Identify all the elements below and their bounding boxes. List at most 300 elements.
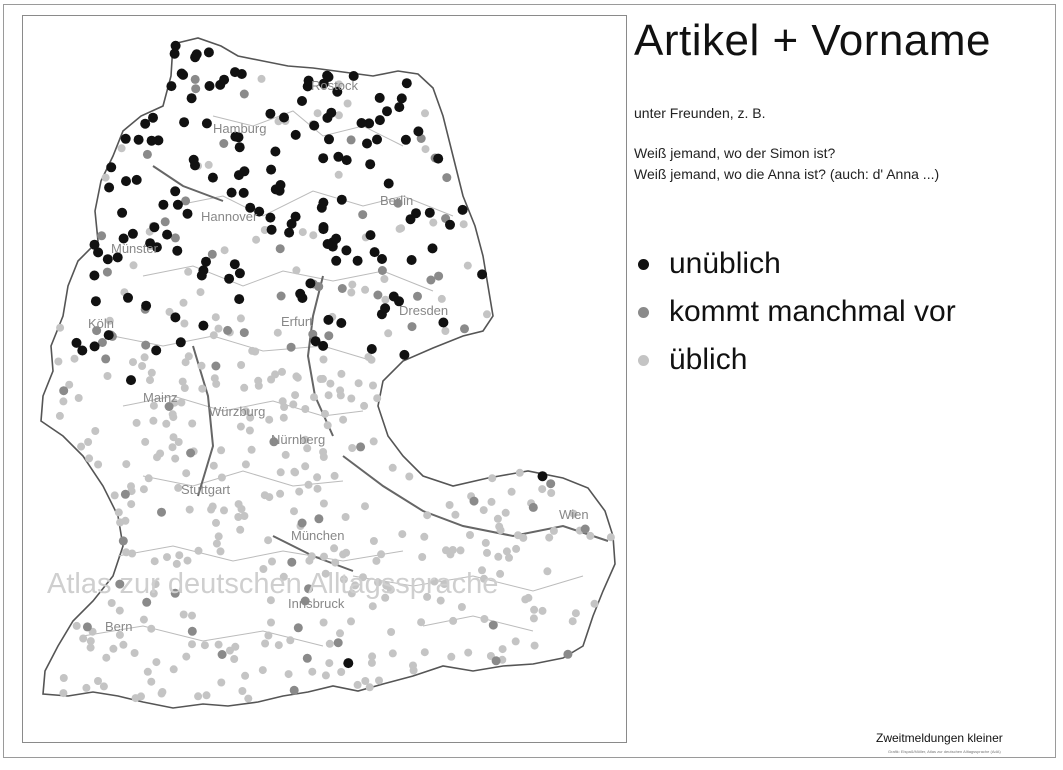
survey-dot [347, 617, 355, 625]
survey-dot [370, 437, 378, 445]
survey-dot [266, 165, 276, 175]
survey-dot [428, 243, 438, 253]
survey-dot [361, 286, 369, 294]
survey-dot [169, 410, 177, 418]
survey-dot [170, 665, 178, 673]
survey-dot [240, 384, 248, 392]
survey-dot [482, 539, 490, 547]
survey-dot [303, 654, 312, 663]
survey-dot [151, 345, 161, 355]
survey-dot [210, 331, 218, 339]
survey-dot [213, 540, 221, 548]
survey-dot [188, 640, 196, 648]
survey-dot [405, 473, 413, 481]
survey-dot [234, 170, 244, 180]
survey-dot [148, 113, 158, 123]
survey-dot [325, 659, 333, 667]
survey-dot [102, 654, 110, 662]
survey-dot [177, 69, 187, 79]
survey-dot [126, 375, 136, 385]
survey-dot [341, 245, 351, 255]
survey-dot [82, 684, 90, 692]
survey-dot [305, 481, 313, 489]
survey-dot [323, 315, 333, 325]
survey-dot [71, 355, 79, 363]
survey-dot [529, 503, 538, 512]
survey-dot [372, 135, 382, 145]
city-label: Dresden [399, 303, 449, 318]
survey-dot [434, 272, 443, 281]
survey-dot [235, 500, 243, 508]
survey-dot [480, 615, 488, 623]
survey-dot [103, 268, 112, 277]
survey-dot [279, 113, 289, 123]
survey-dot [411, 208, 421, 218]
survey-dot [77, 443, 85, 451]
survey-dot [237, 423, 245, 431]
survey-dot [569, 617, 577, 625]
survey-dot [141, 438, 149, 446]
survey-dot [337, 668, 345, 676]
survey-dot [188, 612, 196, 620]
survey-dot [282, 451, 290, 459]
survey-dot [188, 627, 197, 636]
survey-dot [366, 683, 374, 691]
survey-dot [127, 482, 135, 490]
survey-dot [324, 331, 333, 340]
survey-dot [268, 558, 276, 566]
survey-dot [339, 416, 347, 424]
survey-dot [145, 474, 153, 482]
survey-dot [321, 410, 329, 418]
survey-dot [91, 427, 99, 435]
survey-dot [524, 594, 532, 602]
survey-dot [287, 219, 297, 229]
survey-dot [208, 250, 217, 259]
survey-dot [149, 222, 159, 232]
survey-dot [211, 374, 219, 382]
survey-dot [309, 121, 319, 131]
survey-dot [367, 344, 377, 354]
survey-dot [224, 274, 234, 284]
survey-dot [255, 382, 263, 390]
survey-dot [235, 142, 245, 152]
survey-dot [550, 527, 558, 535]
survey-dot [398, 530, 406, 538]
survey-dot [118, 144, 126, 152]
survey-dot [285, 670, 293, 678]
survey-dot [230, 259, 240, 269]
survey-dot [259, 666, 267, 674]
survey-dot [380, 275, 388, 283]
survey-dot [117, 208, 127, 218]
survey-dot [378, 266, 387, 275]
survey-dot [318, 153, 328, 163]
survey-dot [276, 490, 284, 498]
survey-dot [442, 173, 451, 182]
survey-dot [277, 292, 286, 301]
survey-dot [377, 550, 385, 558]
survey-dot [109, 645, 117, 653]
survey-dot [141, 301, 151, 311]
survey-dot [59, 386, 68, 395]
survey-dot [389, 464, 397, 472]
survey-dot [290, 686, 299, 695]
survey-dot [370, 247, 380, 257]
survey-dot [147, 625, 155, 633]
city-label: Hamburg [213, 121, 267, 136]
survey-dot [389, 649, 397, 657]
survey-dot [84, 438, 92, 446]
survey-dot [324, 134, 334, 144]
survey-dot [280, 414, 288, 422]
survey-dot [368, 652, 376, 660]
survey-dot [205, 81, 215, 91]
survey-dot [429, 219, 437, 227]
survey-dot [94, 677, 102, 685]
survey-dot [320, 356, 328, 364]
dialect-map [22, 15, 627, 743]
survey-dot [59, 689, 67, 697]
survey-dot [90, 240, 100, 250]
survey-dot [161, 217, 170, 226]
survey-dot [342, 513, 350, 521]
survey-dot [128, 229, 138, 239]
survey-dot [287, 343, 296, 352]
survey-dot [265, 416, 273, 424]
city-label: Wien [559, 507, 589, 522]
survey-dot [171, 455, 179, 463]
survey-dot [607, 533, 615, 541]
survey-dot [381, 296, 389, 304]
survey-dot [184, 268, 192, 276]
survey-dot [106, 162, 116, 172]
survey-dot [347, 289, 355, 297]
survey-dot [191, 75, 200, 84]
survey-dot [373, 291, 382, 300]
survey-dot [83, 622, 92, 631]
survey-dot [237, 361, 245, 369]
survey-dot [301, 405, 309, 413]
survey-dot [292, 372, 300, 380]
survey-dot [480, 506, 488, 514]
survey-dot [298, 519, 307, 528]
survey-dot [90, 341, 100, 351]
survey-dot [449, 546, 457, 554]
survey-dot [502, 509, 510, 517]
survey-dot [460, 324, 469, 333]
survey-dot [295, 488, 303, 496]
survey-dot [194, 692, 202, 700]
survey-dot [591, 600, 599, 608]
survey-dot [204, 47, 214, 57]
survey-dot [184, 557, 192, 565]
survey-dot [546, 479, 555, 488]
survey-dot [218, 650, 227, 659]
survey-dot [477, 269, 487, 279]
survey-dot [85, 454, 93, 462]
survey-dot [244, 695, 252, 703]
survey-dot [128, 550, 136, 558]
survey-dot [494, 553, 502, 561]
survey-dot [394, 102, 404, 112]
survey-dot [344, 100, 352, 108]
survey-dot [182, 358, 190, 366]
survey-dot [152, 658, 160, 666]
survey-dot [121, 176, 131, 186]
survey-dot [425, 208, 435, 218]
survey-dot [499, 645, 507, 653]
survey-dot [347, 135, 356, 144]
survey-dot [175, 551, 183, 559]
survey-dot [320, 500, 328, 508]
survey-dot [265, 213, 275, 223]
survey-dot [354, 681, 362, 689]
survey-dot [100, 682, 108, 690]
survey-dot [401, 135, 411, 145]
survey-dot [361, 502, 369, 510]
survey-dot [238, 687, 246, 695]
survey-dot [423, 511, 431, 519]
survey-dot [384, 329, 392, 337]
survey-dot [402, 78, 412, 88]
survey-dot [231, 643, 239, 651]
survey-dot [143, 150, 152, 159]
survey-dot [211, 362, 220, 371]
survey-dot [441, 327, 449, 335]
survey-dot [336, 386, 344, 394]
survey-dot [433, 154, 443, 164]
survey-dot [286, 636, 294, 644]
example-sentence: Weiß jemand, wo der Simon ist? [634, 145, 836, 161]
survey-dot [348, 444, 356, 452]
survey-dot [218, 474, 226, 482]
survey-dot [563, 650, 572, 659]
survey-dot [239, 188, 249, 198]
city-label: Berlin [380, 193, 414, 208]
survey-dot [75, 394, 83, 402]
city-label: Stuttgart [181, 482, 231, 497]
survey-dot [313, 473, 321, 481]
map-watermark: Atlas zur deutschen Alltagssprache [47, 568, 499, 600]
survey-dot [197, 271, 207, 281]
survey-dot [203, 691, 211, 699]
city-label: Köln [88, 316, 115, 331]
survey-dot [331, 559, 339, 567]
survey-dot [464, 262, 472, 270]
legend [636, 240, 956, 384]
survey-dot [372, 557, 380, 565]
survey-dot [264, 536, 272, 544]
survey-dot [323, 239, 333, 249]
footnote: Zweitmeldungen kleiner [876, 731, 1003, 745]
survey-dot [314, 485, 322, 493]
survey-dot [420, 533, 428, 541]
survey-dot [140, 485, 148, 493]
survey-dot [237, 314, 245, 322]
survey-dot [116, 607, 124, 615]
city-label: Erfurt [281, 314, 313, 329]
survey-dot [426, 276, 435, 285]
city-label: Würzburg [209, 404, 266, 419]
page-title: Artikel + Vorname [634, 16, 991, 65]
survey-dot [119, 536, 128, 545]
survey-dot [130, 261, 138, 269]
survey-dot [230, 655, 238, 663]
legend-label: üblich [669, 343, 748, 376]
survey-dot [215, 325, 223, 333]
survey-dot [337, 195, 347, 205]
survey-dot [353, 256, 363, 266]
survey-dot [192, 49, 202, 59]
legend-label: unüblich [669, 247, 781, 280]
survey-dot [311, 336, 321, 346]
survey-dot [370, 537, 378, 545]
survey-dot [373, 394, 381, 402]
survey-dot [56, 324, 64, 332]
survey-dot [59, 397, 67, 405]
survey-dot [418, 553, 426, 561]
survey-dot [278, 368, 286, 376]
survey-dot [219, 139, 228, 148]
survey-dot [202, 118, 212, 128]
survey-dot [133, 419, 141, 427]
survey-dot [365, 159, 375, 169]
survey-dot [217, 679, 225, 687]
survey-dot [215, 532, 223, 540]
survey-dot [258, 75, 266, 83]
survey-dot [276, 180, 286, 190]
dot-icon [638, 355, 649, 366]
survey-dot [210, 462, 218, 470]
survey-dot [223, 326, 232, 335]
survey-dot [460, 220, 468, 228]
survey-dot [284, 228, 294, 238]
survey-dot [212, 519, 220, 527]
survey-dot [147, 136, 157, 146]
survey-dot [248, 347, 256, 355]
survey-dot [464, 649, 472, 657]
survey-dot [331, 256, 341, 266]
city-label: Bern [105, 619, 133, 634]
survey-dot [438, 295, 446, 303]
survey-dot [197, 288, 205, 296]
survey-dot [305, 278, 315, 288]
survey-dot [265, 109, 275, 119]
dot-icon [638, 259, 649, 270]
survey-dot [530, 606, 538, 614]
legend-item [636, 240, 956, 288]
survey-dot [123, 293, 133, 303]
survey-dot [543, 567, 551, 575]
survey-dot [187, 93, 197, 103]
survey-dot [336, 629, 344, 637]
survey-dot [355, 379, 363, 387]
survey-dot [91, 296, 101, 306]
survey-dot [408, 322, 417, 331]
survey-dot [308, 668, 316, 676]
legend-item [636, 288, 956, 336]
survey-dot [122, 460, 130, 468]
survey-dot [177, 399, 185, 407]
survey-dot [483, 310, 491, 318]
survey-dot [356, 442, 365, 451]
survey-dot [410, 667, 418, 675]
survey-dot [242, 460, 250, 468]
survey-dot [89, 271, 99, 281]
survey-dot [375, 677, 383, 685]
survey-dot [274, 329, 282, 337]
survey-dot [134, 135, 144, 145]
survey-dot [335, 171, 343, 179]
survey-dot [366, 230, 376, 240]
survey-dot [505, 554, 513, 562]
survey-dot [108, 599, 116, 607]
survey-dot [246, 427, 254, 435]
survey-dot [320, 553, 328, 561]
survey-dot [516, 469, 524, 477]
survey-dot [208, 173, 218, 183]
survey-dot [141, 353, 149, 361]
survey-dot [343, 658, 353, 668]
survey-dot [413, 292, 422, 301]
survey-dot [421, 648, 429, 656]
survey-dot [144, 668, 152, 676]
survey-dot [191, 84, 200, 93]
survey-dot [188, 420, 196, 428]
survey-dot [325, 391, 333, 399]
survey-dot [320, 619, 328, 627]
survey-dot [326, 640, 334, 648]
survey-dot [483, 549, 491, 557]
survey-dot [235, 268, 245, 278]
survey-dot [417, 618, 425, 626]
city-label: Hannover [201, 209, 258, 224]
survey-dot [182, 469, 190, 477]
survey-dot [512, 637, 520, 645]
map-canvas [23, 16, 627, 743]
survey-dot [162, 230, 172, 240]
survey-dot [495, 523, 503, 531]
survey-dot [121, 517, 129, 525]
survey-dot [131, 649, 139, 657]
survey-dot [170, 49, 180, 59]
survey-dot [399, 350, 409, 360]
survey-dot [470, 497, 479, 506]
survey-dot [375, 115, 385, 125]
survey-dot [581, 525, 590, 534]
survey-dot [56, 412, 64, 420]
survey-dot [512, 545, 520, 553]
survey-dot [324, 421, 332, 429]
survey-dot [275, 641, 283, 649]
survey-dot [309, 231, 317, 239]
survey-dot [241, 672, 249, 680]
survey-dot [270, 147, 280, 157]
survey-dot [407, 255, 417, 265]
survey-dot [539, 607, 547, 615]
survey-dot [148, 369, 156, 377]
survey-dot [457, 546, 465, 554]
survey-dot [198, 385, 206, 393]
survey-dot [186, 506, 194, 514]
survey-dot [205, 161, 213, 169]
survey-dot [322, 671, 330, 679]
survey-dot [87, 637, 95, 645]
survey-dot [252, 236, 260, 244]
survey-dot [380, 303, 390, 313]
survey-dot [290, 507, 298, 515]
